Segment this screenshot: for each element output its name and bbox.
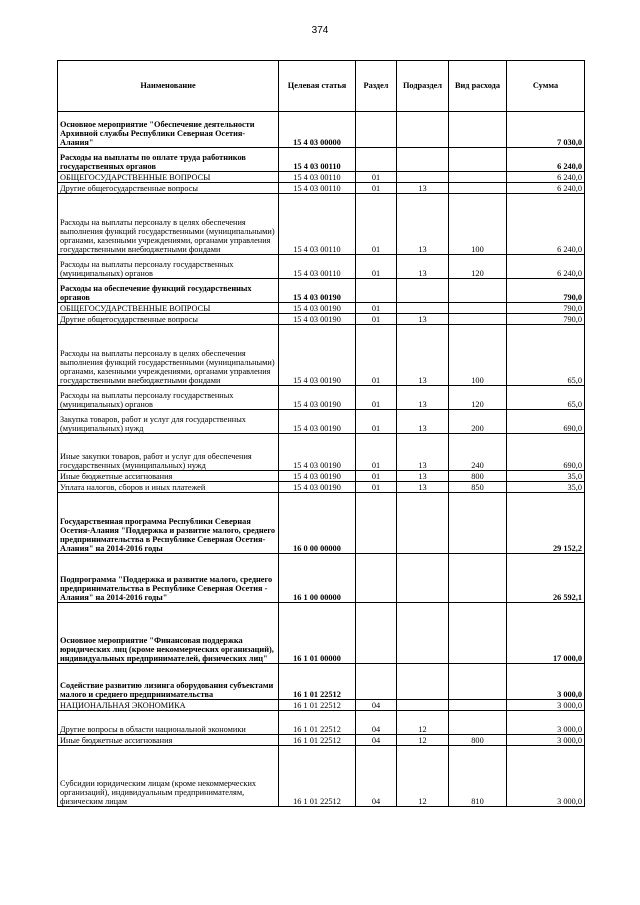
section-cell [356, 148, 397, 172]
type-cell [449, 183, 507, 194]
subsection-cell [397, 554, 449, 603]
section-cell [356, 554, 397, 603]
name-cell: Основное мероприятие "Финансовая поддержка юридических лиц (кроме некоммерческих организаций), индивидуальных предпринимателей, физических лиц" [58, 603, 279, 664]
type-cell [449, 700, 507, 711]
section-cell: 04 [356, 746, 397, 807]
name-cell: Государственная программа Республики Северная Осетия-Алания "Поддержка и развитие малого, среднего предпринимательства в Республике Северная Осетия-Алания" на 2014-2016 годы [58, 493, 279, 554]
header-code: Целевая статья [279, 61, 356, 112]
sum-cell: 790,0 [507, 314, 585, 325]
sum-cell: 6 240,0 [507, 148, 585, 172]
code-cell: 15 4 03 00110 [279, 183, 356, 194]
table-row [58, 112, 585, 148]
sum-cell: 65,0 [507, 325, 585, 386]
name-cell: Закупка товаров, работ и услуг для государственных (муниципальных) нужд [58, 410, 279, 434]
subsection-cell: 13 [397, 314, 449, 325]
type-cell [449, 112, 507, 148]
sum-cell: 7 030,0 [507, 112, 585, 148]
code-cell: 15 4 03 00190 [279, 386, 356, 410]
table-row [58, 482, 585, 493]
table-row [58, 471, 585, 482]
header-name: Наименование [58, 61, 279, 112]
name-cell: Содействие развитию лизинга оборудования субъектами малого и среднего предпринимательства [58, 664, 279, 700]
subsection-cell: 13 [397, 194, 449, 255]
section-cell: 04 [356, 735, 397, 746]
code-cell: 15 4 03 00190 [279, 410, 356, 434]
table-header-row [58, 61, 585, 112]
name-cell: Уплата налогов, сборов и иных платежей [58, 482, 279, 493]
section-cell: 01 [356, 183, 397, 194]
subsection-cell: 12 [397, 711, 449, 735]
name-cell: Иные бюджетные ассигнования [58, 735, 279, 746]
subsection-cell: 13 [397, 386, 449, 410]
section-cell: 01 [356, 172, 397, 183]
code-cell: 16 1 01 22512 [279, 711, 356, 735]
section-cell: 01 [356, 314, 397, 325]
subsection-cell [397, 493, 449, 554]
subsection-cell [397, 172, 449, 183]
name-cell: Расходы на выплаты по оплате труда работников государственных органов [58, 148, 279, 172]
name-cell: Основное мероприятие "Обеспечение деятельности Архивной службы Республики Северная Осетия-Алания" [58, 112, 279, 148]
type-cell: 850 [449, 482, 507, 493]
table-row [58, 603, 585, 664]
section-cell [356, 603, 397, 664]
sum-cell: 6 240,0 [507, 194, 585, 255]
sum-cell: 29 152,2 [507, 493, 585, 554]
code-cell: 15 4 03 00110 [279, 194, 356, 255]
type-cell [449, 711, 507, 735]
code-cell: 15 4 03 00110 [279, 255, 356, 279]
sum-cell: 690,0 [507, 410, 585, 434]
section-cell: 01 [356, 255, 397, 279]
table-row [58, 303, 585, 314]
code-cell: 16 1 01 00000 [279, 603, 356, 664]
sum-cell: 3 000,0 [507, 735, 585, 746]
section-cell: 01 [356, 194, 397, 255]
sum-cell: 35,0 [507, 471, 585, 482]
name-cell: Расходы на выплаты персоналу государственных (муниципальных) органов [58, 255, 279, 279]
table-row [58, 255, 585, 279]
code-cell: 15 4 03 00190 [279, 434, 356, 471]
section-cell [356, 493, 397, 554]
type-cell: 100 [449, 194, 507, 255]
subsection-cell [397, 112, 449, 148]
type-cell [449, 148, 507, 172]
subsection-cell: 12 [397, 746, 449, 807]
code-cell: 15 4 03 00190 [279, 279, 356, 303]
type-cell [449, 314, 507, 325]
sum-cell: 690,0 [507, 434, 585, 471]
name-cell: Иные закупки товаров, работ и услуг для обеспечения государственных (муниципальных) нужд [58, 434, 279, 471]
budget-table [57, 60, 585, 807]
subsection-cell: 13 [397, 482, 449, 493]
name-cell: Расходы на выплаты персоналу в целях обеспечения выполнения функций государственными (муниципальными) органами, казенными учреждениями, органами управления государственными внебюджетными фондами [58, 194, 279, 255]
table-row [58, 172, 585, 183]
type-cell [449, 603, 507, 664]
section-cell: 01 [356, 303, 397, 314]
sum-cell: 26 592,1 [507, 554, 585, 603]
table-row [58, 183, 585, 194]
subsection-cell [397, 279, 449, 303]
code-cell: 16 0 00 00000 [279, 493, 356, 554]
section-cell: 04 [356, 700, 397, 711]
type-cell: 200 [449, 410, 507, 434]
name-cell: Расходы на обеспечение функций государственных органов [58, 279, 279, 303]
section-cell [356, 279, 397, 303]
sum-cell: 3 000,0 [507, 746, 585, 807]
table-row [58, 735, 585, 746]
subsection-cell [397, 148, 449, 172]
subsection-cell [397, 303, 449, 314]
subsection-cell [397, 603, 449, 664]
subsection-cell [397, 700, 449, 711]
name-cell: Другие общегосударственные вопросы [58, 183, 279, 194]
sum-cell: 6 240,0 [507, 172, 585, 183]
name-cell: Расходы на выплаты персоналу государственных (муниципальных) органов [58, 386, 279, 410]
subsection-cell: 13 [397, 434, 449, 471]
table-row [58, 148, 585, 172]
header-subsection: Подраздел [397, 61, 449, 112]
sum-cell: 3 000,0 [507, 711, 585, 735]
code-cell: 15 4 03 00190 [279, 303, 356, 314]
table-row [58, 554, 585, 603]
table-row [58, 700, 585, 711]
type-cell [449, 493, 507, 554]
type-cell: 800 [449, 735, 507, 746]
sum-cell: 65,0 [507, 386, 585, 410]
name-cell: ОБЩЕГОСУДАРСТВЕННЫЕ ВОПРОСЫ [58, 172, 279, 183]
sum-cell: 6 240,0 [507, 183, 585, 194]
table-row [58, 410, 585, 434]
code-cell: 15 4 03 00000 [279, 112, 356, 148]
code-cell: 15 4 03 00110 [279, 172, 356, 183]
section-cell: 01 [356, 434, 397, 471]
name-cell: Другие вопросы в области национальной экономики [58, 711, 279, 735]
type-cell: 240 [449, 434, 507, 471]
type-cell: 810 [449, 746, 507, 807]
table-row [58, 493, 585, 554]
subsection-cell: 13 [397, 325, 449, 386]
table-row [58, 711, 585, 735]
code-cell: 15 4 03 00190 [279, 471, 356, 482]
section-cell: 01 [356, 410, 397, 434]
subsection-cell: 12 [397, 735, 449, 746]
name-cell: НАЦИОНАЛЬНАЯ ЭКОНОМИКА [58, 700, 279, 711]
sum-cell: 35,0 [507, 482, 585, 493]
section-cell: 01 [356, 386, 397, 410]
section-cell [356, 112, 397, 148]
sum-cell: 790,0 [507, 279, 585, 303]
type-cell [449, 303, 507, 314]
sum-cell: 6 240,0 [507, 255, 585, 279]
table-row [58, 314, 585, 325]
page-number: 374 [311, 25, 329, 36]
name-cell: Субсидии юридическим лицам (кроме некоммерческих организаций), индивидуальным предпринимателям, физическим лицам [58, 746, 279, 807]
table-row [58, 279, 585, 303]
header-type: Вид расхода [449, 61, 507, 112]
name-cell: Подпрограмма "Поддержка и развитие малого, среднего предпринимательства в Республике Северная Осетия - Алания" на 2014-2016 годы" [58, 554, 279, 603]
header-sum: Сумма [507, 61, 585, 112]
section-cell: 01 [356, 471, 397, 482]
subsection-cell: 13 [397, 471, 449, 482]
type-cell: 120 [449, 255, 507, 279]
section-cell: 01 [356, 482, 397, 493]
sum-cell: 790,0 [507, 303, 585, 314]
sum-cell: 3 000,0 [507, 664, 585, 700]
table-row [58, 746, 585, 807]
section-cell: 04 [356, 711, 397, 735]
code-cell: 16 1 01 22512 [279, 746, 356, 807]
table-row [58, 194, 585, 255]
code-cell: 15 4 03 00190 [279, 314, 356, 325]
name-cell: Расходы на выплаты персоналу в целях обеспечения выполнения функций государственными (муниципальными) органами, казенными учреждениями, органами управления государственными внебюджетными фондами [58, 325, 279, 386]
name-cell: ОБЩЕГОСУДАРСТВЕННЫЕ ВОПРОСЫ [58, 303, 279, 314]
header-section: Раздел [356, 61, 397, 112]
code-cell: 16 1 01 22512 [279, 664, 356, 700]
type-cell: 100 [449, 325, 507, 386]
type-cell: 800 [449, 471, 507, 482]
code-cell: 16 1 01 22512 [279, 735, 356, 746]
table-row [58, 386, 585, 410]
type-cell [449, 279, 507, 303]
type-cell [449, 664, 507, 700]
code-cell: 15 4 03 00190 [279, 325, 356, 386]
table-row [58, 664, 585, 700]
code-cell: 16 1 01 22512 [279, 700, 356, 711]
sum-cell: 17 000,0 [507, 603, 585, 664]
subsection-cell: 13 [397, 410, 449, 434]
code-cell: 15 4 03 00110 [279, 148, 356, 172]
section-cell: 01 [356, 325, 397, 386]
subsection-cell [397, 664, 449, 700]
type-cell [449, 172, 507, 183]
subsection-cell: 13 [397, 255, 449, 279]
subsection-cell: 13 [397, 183, 449, 194]
name-cell: Другие общегосударственные вопросы [58, 314, 279, 325]
code-cell: 15 4 03 00190 [279, 482, 356, 493]
section-cell [356, 664, 397, 700]
type-cell [449, 554, 507, 603]
table-row [58, 325, 585, 386]
type-cell: 120 [449, 386, 507, 410]
sum-cell: 3 000,0 [507, 700, 585, 711]
code-cell: 16 1 00 00000 [279, 554, 356, 603]
table-row [58, 434, 585, 471]
name-cell: Иные бюджетные ассигнования [58, 471, 279, 482]
